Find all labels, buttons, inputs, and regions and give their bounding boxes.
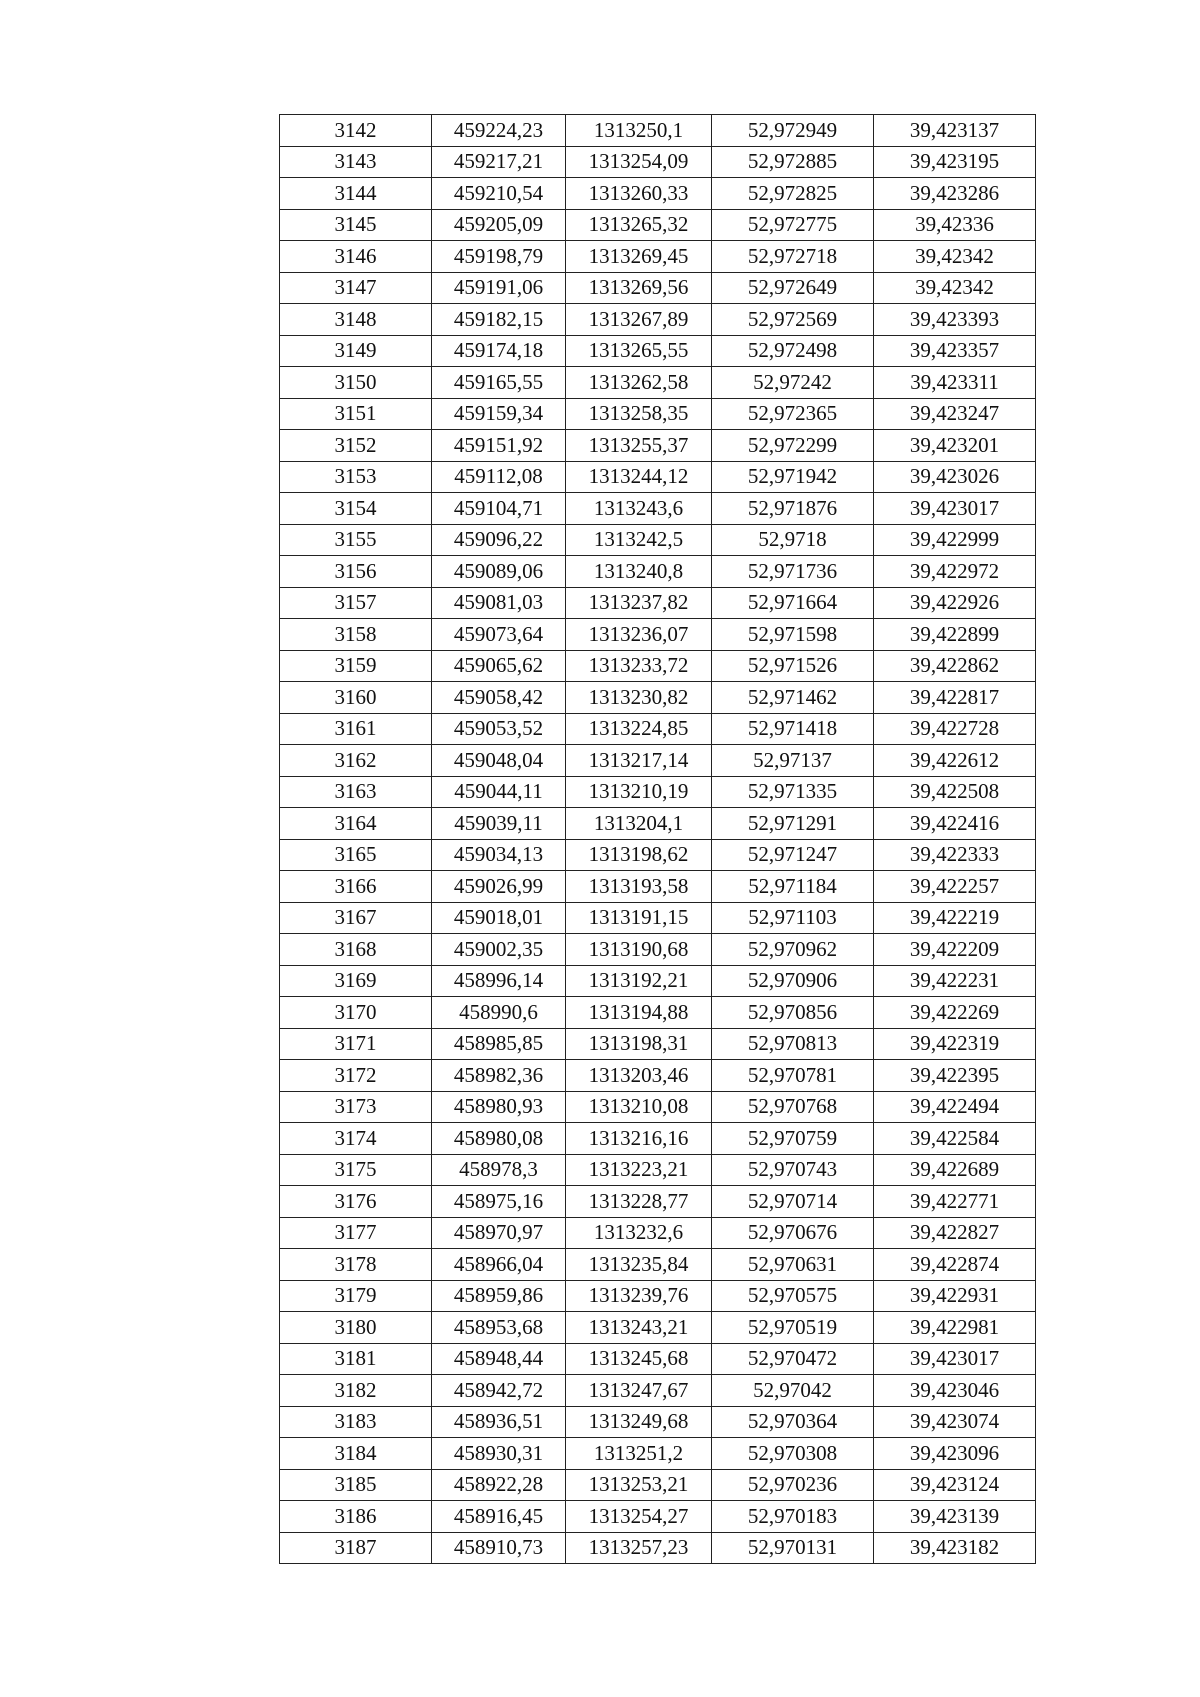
- longitude-cell: 39,422931: [874, 1280, 1036, 1312]
- y-coordinate-cell: 1313193,58: [566, 871, 712, 903]
- table-row: [280, 934, 1036, 966]
- point-number-cell: 3175: [280, 1154, 432, 1186]
- x-coordinate-cell: 459058,42: [432, 682, 566, 714]
- point-number-cell: 3163: [280, 776, 432, 808]
- point-number-cell: 3151: [280, 398, 432, 430]
- table-row: [280, 965, 1036, 997]
- x-coordinate-cell: 459151,92: [432, 430, 566, 462]
- longitude-cell: 39,42336: [874, 209, 1036, 241]
- longitude-cell: 39,423195: [874, 146, 1036, 178]
- y-coordinate-cell: 1313204,1: [566, 808, 712, 840]
- point-number-cell: 3144: [280, 178, 432, 210]
- latitude-cell: 52,971876: [712, 493, 874, 525]
- table-row: [280, 1469, 1036, 1501]
- table-row: [280, 524, 1036, 556]
- point-number-cell: 3165: [280, 839, 432, 871]
- latitude-cell: 52,970472: [712, 1343, 874, 1375]
- coordinates-table-body: [280, 115, 1036, 1564]
- y-coordinate-cell: 1313262,58: [566, 367, 712, 399]
- longitude-cell: 39,423026: [874, 461, 1036, 493]
- x-coordinate-cell: 459182,15: [432, 304, 566, 336]
- x-coordinate-cell: 459224,23: [432, 115, 566, 147]
- latitude-cell: 52,971942: [712, 461, 874, 493]
- table-row: [280, 1060, 1036, 1092]
- x-coordinate-cell: 458948,44: [432, 1343, 566, 1375]
- latitude-cell: 52,972825: [712, 178, 874, 210]
- latitude-cell: 52,970131: [712, 1532, 874, 1564]
- point-number-cell: 3176: [280, 1186, 432, 1218]
- y-coordinate-cell: 1313235,84: [566, 1249, 712, 1281]
- longitude-cell: 39,422219: [874, 902, 1036, 934]
- table-row: [280, 115, 1036, 147]
- latitude-cell: 52,970631: [712, 1249, 874, 1281]
- table-row: [280, 1123, 1036, 1155]
- point-number-cell: 3142: [280, 115, 432, 147]
- x-coordinate-cell: 459073,64: [432, 619, 566, 651]
- x-coordinate-cell: 459096,22: [432, 524, 566, 556]
- longitude-cell: 39,422689: [874, 1154, 1036, 1186]
- point-number-cell: 3172: [280, 1060, 432, 1092]
- y-coordinate-cell: 1313247,67: [566, 1375, 712, 1407]
- table-row: [280, 619, 1036, 651]
- point-number-cell: 3156: [280, 556, 432, 588]
- x-coordinate-cell: 459034,13: [432, 839, 566, 871]
- point-number-cell: 3177: [280, 1217, 432, 1249]
- x-coordinate-cell: 458922,28: [432, 1469, 566, 1501]
- longitude-cell: 39,422827: [874, 1217, 1036, 1249]
- latitude-cell: 52,970714: [712, 1186, 874, 1218]
- x-coordinate-cell: 459159,34: [432, 398, 566, 430]
- table-row: [280, 808, 1036, 840]
- point-number-cell: 3184: [280, 1438, 432, 1470]
- x-coordinate-cell: 459174,18: [432, 335, 566, 367]
- table-row: [280, 1501, 1036, 1533]
- longitude-cell: 39,422257: [874, 871, 1036, 903]
- point-number-cell: 3145: [280, 209, 432, 241]
- table-row: [280, 1154, 1036, 1186]
- y-coordinate-cell: 1313210,08: [566, 1091, 712, 1123]
- longitude-cell: 39,422319: [874, 1028, 1036, 1060]
- latitude-cell: 52,970308: [712, 1438, 874, 1470]
- y-coordinate-cell: 1313243,21: [566, 1312, 712, 1344]
- point-number-cell: 3159: [280, 650, 432, 682]
- table-row: [280, 304, 1036, 336]
- latitude-cell: 52,970768: [712, 1091, 874, 1123]
- y-coordinate-cell: 1313260,33: [566, 178, 712, 210]
- latitude-cell: 52,970575: [712, 1280, 874, 1312]
- y-coordinate-cell: 1313243,6: [566, 493, 712, 525]
- table-row: [280, 1532, 1036, 1564]
- latitude-cell: 52,972885: [712, 146, 874, 178]
- latitude-cell: 52,970743: [712, 1154, 874, 1186]
- y-coordinate-cell: 1313228,77: [566, 1186, 712, 1218]
- table-row: [280, 178, 1036, 210]
- x-coordinate-cell: 458980,08: [432, 1123, 566, 1155]
- latitude-cell: 52,97042: [712, 1375, 874, 1407]
- longitude-cell: 39,423017: [874, 1343, 1036, 1375]
- longitude-cell: 39,422333: [874, 839, 1036, 871]
- y-coordinate-cell: 1313265,32: [566, 209, 712, 241]
- longitude-cell: 39,423124: [874, 1469, 1036, 1501]
- table-row: [280, 682, 1036, 714]
- table-row: [280, 1217, 1036, 1249]
- y-coordinate-cell: 1313194,88: [566, 997, 712, 1029]
- x-coordinate-cell: 459026,99: [432, 871, 566, 903]
- latitude-cell: 52,970759: [712, 1123, 874, 1155]
- point-number-cell: 3149: [280, 335, 432, 367]
- y-coordinate-cell: 1313203,46: [566, 1060, 712, 1092]
- y-coordinate-cell: 1313236,07: [566, 619, 712, 651]
- latitude-cell: 52,972649: [712, 272, 874, 304]
- y-coordinate-cell: 1313249,68: [566, 1406, 712, 1438]
- y-coordinate-cell: 1313253,21: [566, 1469, 712, 1501]
- longitude-cell: 39,422209: [874, 934, 1036, 966]
- latitude-cell: 52,971526: [712, 650, 874, 682]
- y-coordinate-cell: 1313216,16: [566, 1123, 712, 1155]
- table-row: [280, 556, 1036, 588]
- point-number-cell: 3170: [280, 997, 432, 1029]
- point-number-cell: 3161: [280, 713, 432, 745]
- latitude-cell: 52,970364: [712, 1406, 874, 1438]
- point-number-cell: 3154: [280, 493, 432, 525]
- y-coordinate-cell: 1313255,37: [566, 430, 712, 462]
- y-coordinate-cell: 1313198,62: [566, 839, 712, 871]
- table-row: [280, 997, 1036, 1029]
- y-coordinate-cell: 1313244,12: [566, 461, 712, 493]
- y-coordinate-cell: 1313258,35: [566, 398, 712, 430]
- longitude-cell: 39,422817: [874, 682, 1036, 714]
- table-row: [280, 461, 1036, 493]
- table-row: [280, 776, 1036, 808]
- latitude-cell: 52,970183: [712, 1501, 874, 1533]
- point-number-cell: 3187: [280, 1532, 432, 1564]
- y-coordinate-cell: 1313269,56: [566, 272, 712, 304]
- x-coordinate-cell: 458966,04: [432, 1249, 566, 1281]
- longitude-cell: 39,422999: [874, 524, 1036, 556]
- latitude-cell: 52,971184: [712, 871, 874, 903]
- x-coordinate-cell: 459044,11: [432, 776, 566, 808]
- latitude-cell: 52,972569: [712, 304, 874, 336]
- coordinates-table: [279, 114, 1036, 1564]
- longitude-cell: 39,422862: [874, 650, 1036, 682]
- table-row: [280, 745, 1036, 777]
- latitude-cell: 52,970781: [712, 1060, 874, 1092]
- point-number-cell: 3143: [280, 146, 432, 178]
- table-row: [280, 241, 1036, 273]
- x-coordinate-cell: 458985,85: [432, 1028, 566, 1060]
- table-row: [280, 650, 1036, 682]
- latitude-cell: 52,971736: [712, 556, 874, 588]
- x-coordinate-cell: 458930,31: [432, 1438, 566, 1470]
- table-row: [280, 1280, 1036, 1312]
- x-coordinate-cell: 458910,73: [432, 1532, 566, 1564]
- table-row: [280, 335, 1036, 367]
- x-coordinate-cell: 458980,93: [432, 1091, 566, 1123]
- y-coordinate-cell: 1313191,15: [566, 902, 712, 934]
- x-coordinate-cell: 459048,04: [432, 745, 566, 777]
- longitude-cell: 39,422584: [874, 1123, 1036, 1155]
- point-number-cell: 3155: [280, 524, 432, 556]
- point-number-cell: 3150: [280, 367, 432, 399]
- latitude-cell: 52,971291: [712, 808, 874, 840]
- longitude-cell: 39,422269: [874, 997, 1036, 1029]
- longitude-cell: 39,42342: [874, 272, 1036, 304]
- table-row: [280, 1028, 1036, 1060]
- point-number-cell: 3167: [280, 902, 432, 934]
- y-coordinate-cell: 1313254,27: [566, 1501, 712, 1533]
- point-number-cell: 3179: [280, 1280, 432, 1312]
- longitude-cell: 39,422874: [874, 1249, 1036, 1281]
- x-coordinate-cell: 459205,09: [432, 209, 566, 241]
- latitude-cell: 52,970962: [712, 934, 874, 966]
- x-coordinate-cell: 458990,6: [432, 997, 566, 1029]
- point-number-cell: 3181: [280, 1343, 432, 1375]
- latitude-cell: 52,971664: [712, 587, 874, 619]
- y-coordinate-cell: 1313224,85: [566, 713, 712, 745]
- latitude-cell: 52,971103: [712, 902, 874, 934]
- longitude-cell: 39,423017: [874, 493, 1036, 525]
- y-coordinate-cell: 1313233,72: [566, 650, 712, 682]
- point-number-cell: 3153: [280, 461, 432, 493]
- longitude-cell: 39,42342: [874, 241, 1036, 273]
- latitude-cell: 52,970813: [712, 1028, 874, 1060]
- x-coordinate-cell: 458942,72: [432, 1375, 566, 1407]
- x-coordinate-cell: 459210,54: [432, 178, 566, 210]
- latitude-cell: 52,971598: [712, 619, 874, 651]
- longitude-cell: 39,422612: [874, 745, 1036, 777]
- table-row: [280, 1375, 1036, 1407]
- table-row: [280, 871, 1036, 903]
- y-coordinate-cell: 1313190,68: [566, 934, 712, 966]
- y-coordinate-cell: 1313251,2: [566, 1438, 712, 1470]
- longitude-cell: 39,422899: [874, 619, 1036, 651]
- longitude-cell: 39,423182: [874, 1532, 1036, 1564]
- point-number-cell: 3158: [280, 619, 432, 651]
- table-row: [280, 272, 1036, 304]
- x-coordinate-cell: 458982,36: [432, 1060, 566, 1092]
- latitude-cell: 52,972718: [712, 241, 874, 273]
- point-number-cell: 3162: [280, 745, 432, 777]
- longitude-cell: 39,423393: [874, 304, 1036, 336]
- longitude-cell: 39,422395: [874, 1060, 1036, 1092]
- x-coordinate-cell: 459053,52: [432, 713, 566, 745]
- point-number-cell: 3173: [280, 1091, 432, 1123]
- x-coordinate-cell: 459002,35: [432, 934, 566, 966]
- longitude-cell: 39,422972: [874, 556, 1036, 588]
- point-number-cell: 3166: [280, 871, 432, 903]
- point-number-cell: 3148: [280, 304, 432, 336]
- x-coordinate-cell: 458978,3: [432, 1154, 566, 1186]
- point-number-cell: 3183: [280, 1406, 432, 1438]
- y-coordinate-cell: 1313254,09: [566, 146, 712, 178]
- table-row: [280, 493, 1036, 525]
- y-coordinate-cell: 1313269,45: [566, 241, 712, 273]
- latitude-cell: 52,970856: [712, 997, 874, 1029]
- longitude-cell: 39,422926: [874, 587, 1036, 619]
- longitude-cell: 39,423286: [874, 178, 1036, 210]
- latitude-cell: 52,972775: [712, 209, 874, 241]
- y-coordinate-cell: 1313267,89: [566, 304, 712, 336]
- table-row: [280, 398, 1036, 430]
- point-number-cell: 3169: [280, 965, 432, 997]
- point-number-cell: 3160: [280, 682, 432, 714]
- latitude-cell: 52,97137: [712, 745, 874, 777]
- latitude-cell: 52,972365: [712, 398, 874, 430]
- longitude-cell: 39,422508: [874, 776, 1036, 808]
- x-coordinate-cell: 458953,68: [432, 1312, 566, 1344]
- y-coordinate-cell: 1313257,23: [566, 1532, 712, 1564]
- latitude-cell: 52,970676: [712, 1217, 874, 1249]
- point-number-cell: 3186: [280, 1501, 432, 1533]
- latitude-cell: 52,970906: [712, 965, 874, 997]
- table-row: [280, 902, 1036, 934]
- latitude-cell: 52,972299: [712, 430, 874, 462]
- latitude-cell: 52,971335: [712, 776, 874, 808]
- point-number-cell: 3182: [280, 1375, 432, 1407]
- latitude-cell: 52,9718: [712, 524, 874, 556]
- y-coordinate-cell: 1313198,31: [566, 1028, 712, 1060]
- table-row: [280, 1343, 1036, 1375]
- y-coordinate-cell: 1313239,76: [566, 1280, 712, 1312]
- table-row: [280, 1406, 1036, 1438]
- x-coordinate-cell: 459018,01: [432, 902, 566, 934]
- x-coordinate-cell: 459065,62: [432, 650, 566, 682]
- table-row: [280, 1186, 1036, 1218]
- table-row: [280, 209, 1036, 241]
- x-coordinate-cell: 459165,55: [432, 367, 566, 399]
- longitude-cell: 39,423201: [874, 430, 1036, 462]
- y-coordinate-cell: 1313245,68: [566, 1343, 712, 1375]
- table-row: [280, 713, 1036, 745]
- y-coordinate-cell: 1313192,21: [566, 965, 712, 997]
- x-coordinate-cell: 459198,79: [432, 241, 566, 273]
- longitude-cell: 39,423357: [874, 335, 1036, 367]
- point-number-cell: 3164: [280, 808, 432, 840]
- y-coordinate-cell: 1313232,6: [566, 1217, 712, 1249]
- point-number-cell: 3178: [280, 1249, 432, 1281]
- table-row: [280, 1091, 1036, 1123]
- x-coordinate-cell: 459081,03: [432, 587, 566, 619]
- table-row: [280, 839, 1036, 871]
- point-number-cell: 3168: [280, 934, 432, 966]
- longitude-cell: 39,423074: [874, 1406, 1036, 1438]
- x-coordinate-cell: 458975,16: [432, 1186, 566, 1218]
- latitude-cell: 52,972498: [712, 335, 874, 367]
- x-coordinate-cell: 458996,14: [432, 965, 566, 997]
- latitude-cell: 52,971247: [712, 839, 874, 871]
- y-coordinate-cell: 1313265,55: [566, 335, 712, 367]
- y-coordinate-cell: 1313223,21: [566, 1154, 712, 1186]
- y-coordinate-cell: 1313210,19: [566, 776, 712, 808]
- latitude-cell: 52,972949: [712, 115, 874, 147]
- x-coordinate-cell: 459191,06: [432, 272, 566, 304]
- point-number-cell: 3171: [280, 1028, 432, 1060]
- table-row: [280, 587, 1036, 619]
- point-number-cell: 3185: [280, 1469, 432, 1501]
- table-row: [280, 367, 1036, 399]
- latitude-cell: 52,97242: [712, 367, 874, 399]
- table-row: [280, 430, 1036, 462]
- y-coordinate-cell: 1313250,1: [566, 115, 712, 147]
- longitude-cell: 39,423046: [874, 1375, 1036, 1407]
- point-number-cell: 3180: [280, 1312, 432, 1344]
- longitude-cell: 39,422494: [874, 1091, 1036, 1123]
- point-number-cell: 3174: [280, 1123, 432, 1155]
- point-number-cell: 3147: [280, 272, 432, 304]
- point-number-cell: 3146: [280, 241, 432, 273]
- longitude-cell: 39,423247: [874, 398, 1036, 430]
- y-coordinate-cell: 1313217,14: [566, 745, 712, 777]
- latitude-cell: 52,970519: [712, 1312, 874, 1344]
- longitude-cell: 39,422416: [874, 808, 1036, 840]
- longitude-cell: 39,423137: [874, 115, 1036, 147]
- longitude-cell: 39,423311: [874, 367, 1036, 399]
- x-coordinate-cell: 458916,45: [432, 1501, 566, 1533]
- longitude-cell: 39,422728: [874, 713, 1036, 745]
- longitude-cell: 39,423139: [874, 1501, 1036, 1533]
- table-row: [280, 1438, 1036, 1470]
- x-coordinate-cell: 459089,06: [432, 556, 566, 588]
- x-coordinate-cell: 459217,21: [432, 146, 566, 178]
- longitude-cell: 39,422771: [874, 1186, 1036, 1218]
- longitude-cell: 39,422231: [874, 965, 1036, 997]
- longitude-cell: 39,423096: [874, 1438, 1036, 1470]
- y-coordinate-cell: 1313230,82: [566, 682, 712, 714]
- point-number-cell: 3152: [280, 430, 432, 462]
- point-number-cell: 3157: [280, 587, 432, 619]
- longitude-cell: 39,422981: [874, 1312, 1036, 1344]
- table-row: [280, 146, 1036, 178]
- latitude-cell: 52,970236: [712, 1469, 874, 1501]
- x-coordinate-cell: 459039,11: [432, 808, 566, 840]
- x-coordinate-cell: 458936,51: [432, 1406, 566, 1438]
- y-coordinate-cell: 1313237,82: [566, 587, 712, 619]
- x-coordinate-cell: 459104,71: [432, 493, 566, 525]
- y-coordinate-cell: 1313242,5: [566, 524, 712, 556]
- x-coordinate-cell: 459112,08: [432, 461, 566, 493]
- y-coordinate-cell: 1313240,8: [566, 556, 712, 588]
- table-row: [280, 1249, 1036, 1281]
- latitude-cell: 52,971462: [712, 682, 874, 714]
- table-row: [280, 1312, 1036, 1344]
- x-coordinate-cell: 458959,86: [432, 1280, 566, 1312]
- x-coordinate-cell: 458970,97: [432, 1217, 566, 1249]
- latitude-cell: 52,971418: [712, 713, 874, 745]
